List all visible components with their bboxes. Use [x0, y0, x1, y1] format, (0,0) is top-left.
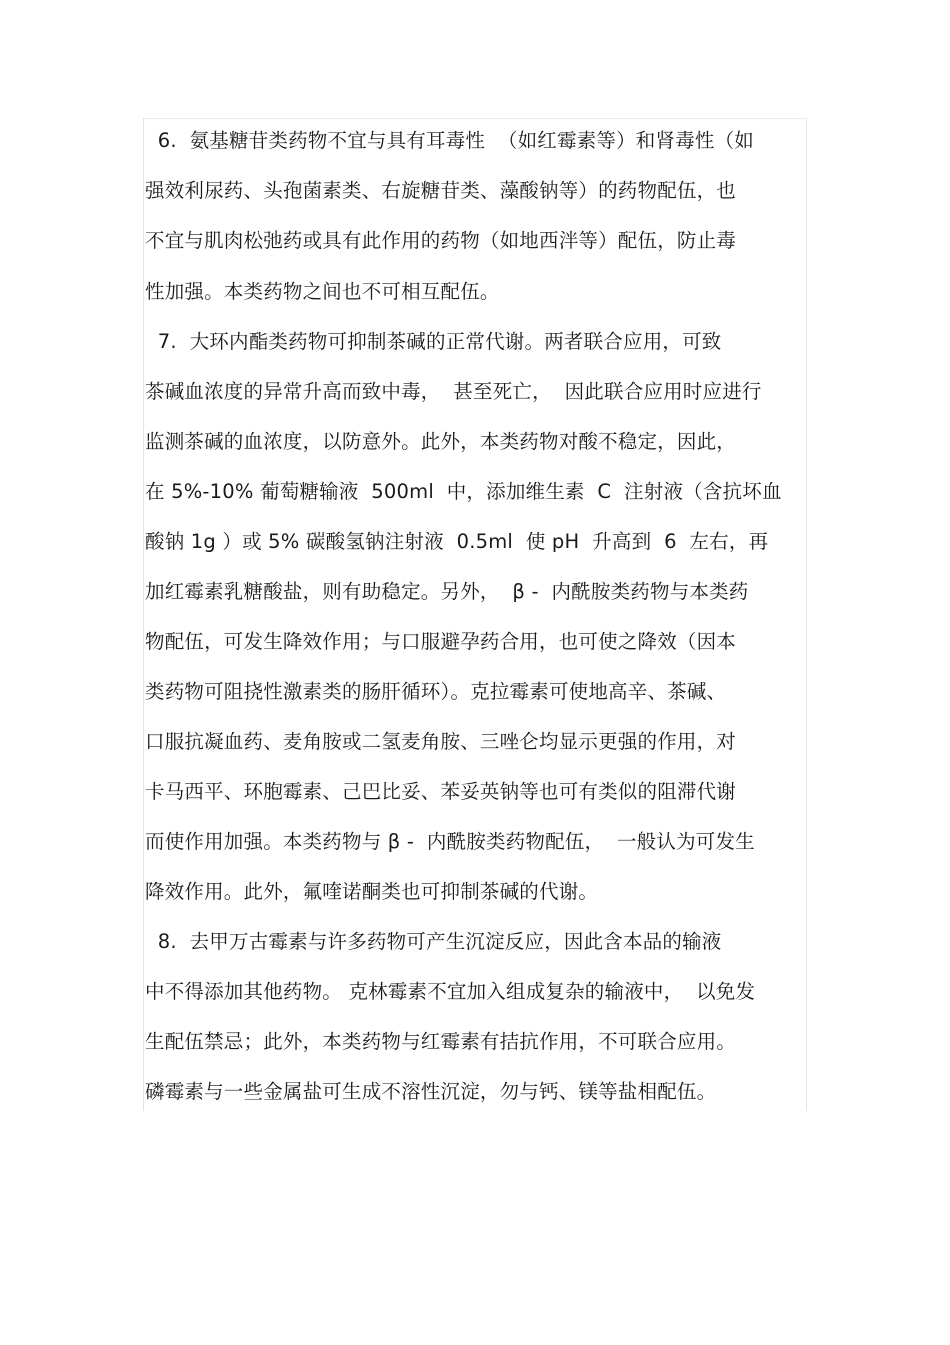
- text-line: 物配伍，可发生降效作用；与口服避孕药合用，也可使之降效（因本: [145, 630, 737, 653]
- text-line: 降效作用。此外，氟喹诺酮类也可抑制茶碱的代谢。: [145, 880, 599, 903]
- text-line: 6. 氨基糖苷类药物不宜与具有耳毒性 （如红霉素等）和肾毒性（如: [145, 129, 754, 152]
- text-line: 不宜与肌肉松弛药或具有此作用的药物（如地西泮等）配伍，防止毒: [145, 229, 737, 252]
- text-line: 监测茶碱的血浓度，以防意外。此外，本类药物对酸不稳定，因此，: [145, 430, 737, 453]
- text-line: 强效利尿药、头孢菌素类、右旋糖苷类、藻酸钠等）的药物配伍，也: [145, 179, 737, 202]
- text-line: 类药物可阻挠性激素类的肠肝循环）。克拉霉素可使地高辛、茶碱、: [145, 680, 727, 703]
- text-line: 在 5%-10% 葡萄糖输液 500ml 中，添加维生素 C 注射液（含抗坏血: [145, 480, 782, 503]
- text-line: 卡马西平、环胞霉素、己巴比妥、苯妥英钠等也可有类似的阻滞代谢: [145, 780, 737, 803]
- text-line: 中不得添加其他药物。 克林霉素不宜加入组成复杂的输液中， 以免发: [145, 980, 756, 1003]
- text-line: 性加强。本类药物之间也不可相互配伍。: [145, 280, 500, 303]
- text-line: 加红霉素乳糖酸盐，则有助稳定。另外， β - 内酰胺类药物与本类药: [145, 580, 749, 603]
- text-line: 生配伍禁忌；此外，本类药物与红霉素有拮抗作用，不可联合应用。: [145, 1030, 737, 1053]
- text-frame: [143, 118, 807, 1111]
- text-line: 酸钠 1g ）或 5% 碳酸氢钠注射液 0.5ml 使 pH 升高到 6 左右，再: [145, 530, 769, 553]
- text-line: 磷霉素与一些金属盐可生成不溶性沉淀，勿与钙、镁等盐相配伍。: [145, 1080, 717, 1103]
- text-line: 而使作用加强。本类药物与 β - 内酰胺类药物配伍， 一般认为可发生: [145, 830, 755, 853]
- text-line: 8. 去甲万古霉素与许多药物可产生沉淀反应，因此含本品的输液: [145, 930, 722, 953]
- text-line: 茶碱血浓度的异常升高而致中毒， 甚至死亡， 因此联合应用时应进行: [145, 380, 762, 403]
- text-line: 7. 大环内酯类药物可抑制茶碱的正常代谢。两者联合应用，可致: [145, 330, 722, 353]
- text-line: 口服抗凝血药、麦角胺或二氢麦角胺、三唑仑均显示更强的作用，对: [145, 730, 737, 753]
